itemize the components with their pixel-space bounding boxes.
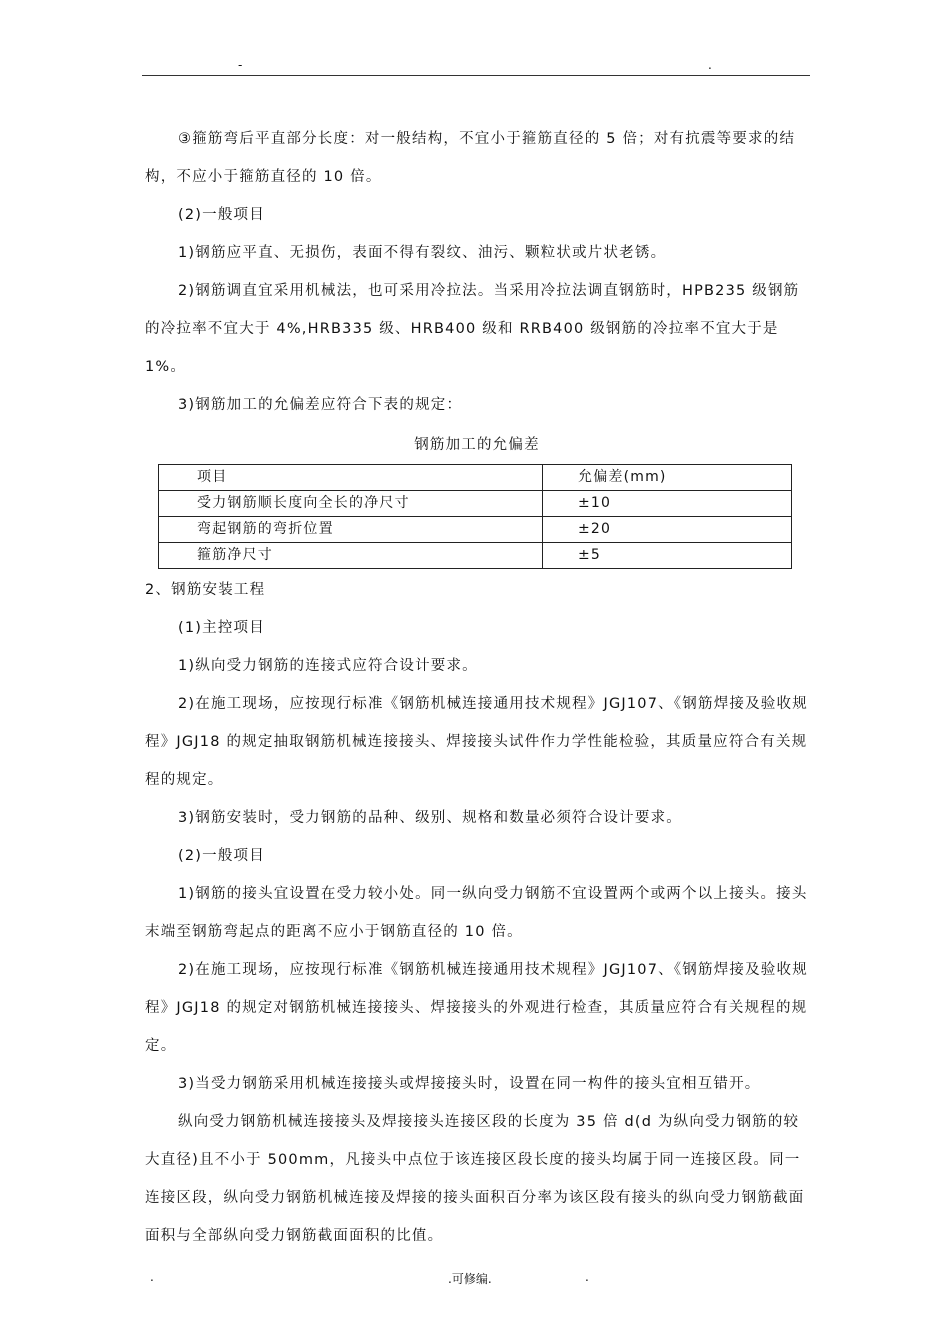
subheading: (2)一般项目: [178, 848, 265, 864]
table-cell: 受力钢筋顺长度向全长的净尺寸: [159, 491, 543, 517]
paragraph: 3)钢筋加工的允偏差应符合下表的规定：: [178, 397, 463, 413]
table-cell: 弯起钢筋的弯折位置: [159, 517, 543, 543]
header-right-mark: .: [708, 58, 712, 72]
paragraph: 纵向受力钢筋机械连接接头及焊接接头连接区段的长度为 35 倍 d(d 为纵向受力钢筋的较大直径)且不小于 500mm，凡接头中点位于该连接区段长度的接头均属于同一连接区段。同一连接区段，纵向受力钢筋机械连接及焊接的接头面积百分率为该区段有接头的纵向受力钢筋截面面积与全部纵向受力钢筋截面面积的比值。: [145, 1114, 805, 1244]
table-cell: 箍筋净尺寸: [159, 543, 543, 569]
paragraph: 1)钢筋应平直、无损伤，表面不得有裂纹、油污、颗粒状或片状老锈。: [178, 245, 667, 261]
tolerance-table: [158, 464, 792, 569]
table-caption: 钢筋加工的允偏差: [414, 437, 540, 453]
page-body: [145, 120, 809, 1255]
footer-right-mark: .: [585, 1270, 589, 1284]
table-header-row: [159, 465, 792, 491]
paragraph: 2)在施工现场，应按现行标准《钢筋机械连接通用技术规程》JGJ107、《钢筋焊接及验收规程》JGJ18 的规定对钢筋机械连接接头、焊接接头的外观进行检查，其质量应符合有关规程的规定。: [145, 962, 808, 1054]
table-header-cell: 项目: [159, 465, 543, 491]
paragraph: 2)钢筋调直宜采用机械法，也可采用冷拉法。当采用冷拉法调直钢筋时，HPB235 级钢筋的冷拉率不宜大于 4%,HRB335 级、HRB400 级和 RRB400 级钢筋的冷拉率不宜大于是 1%。: [145, 283, 800, 375]
footer-center-text: .可修编.: [448, 1272, 492, 1286]
table-cell: ±10: [543, 491, 792, 517]
paragraph: 1)钢筋的接头宜设置在受力较小处。同一纵向受力钢筋不宜设置两个或两个以上接头。接头末端至钢筋弯起点的距离不应小于钢筋直径的 10 倍。: [145, 886, 808, 940]
table-row: [159, 543, 792, 569]
header-rule: [142, 75, 810, 76]
table-header-cell: 允偏差(mm): [543, 465, 792, 491]
footer-left-mark: .: [150, 1270, 154, 1284]
paragraph: ③箍筋弯后平直部分长度：对一般结构，不宜小于箍筋直径的 5 倍；对有抗震等要求的结构，不应小于箍筋直径的 10 倍。: [145, 131, 796, 185]
section-title: 2、钢筋安装工程: [145, 582, 266, 598]
table-cell: ±20: [543, 517, 792, 543]
subheading: (1)主控项目: [178, 620, 265, 636]
paragraph: 3)当受力钢筋采用机械连接接头或焊接接头时，设置在同一构件的接头宜相互错开。: [178, 1076, 761, 1092]
paragraph: 2)在施工现场，应按现行标准《钢筋机械连接通用技术规程》JGJ107、《钢筋焊接及验收规程》JGJ18 的规定抽取钢筋机械连接接头、焊接接头试件作力学性能检验，其质量应符合有关规程的规定。: [145, 696, 808, 788]
subheading: (2)一般项目: [178, 207, 265, 223]
header-left-mark: -: [238, 58, 243, 72]
paragraph: 1)纵向受力钢筋的连接式应符合设计要求。: [178, 658, 478, 674]
table-cell: ±5: [543, 543, 792, 569]
paragraph: 3)钢筋安装时，受力钢筋的品种、级别、规格和数量必须符合设计要求。: [178, 810, 682, 826]
table-row: [159, 517, 792, 543]
table-row: [159, 491, 792, 517]
